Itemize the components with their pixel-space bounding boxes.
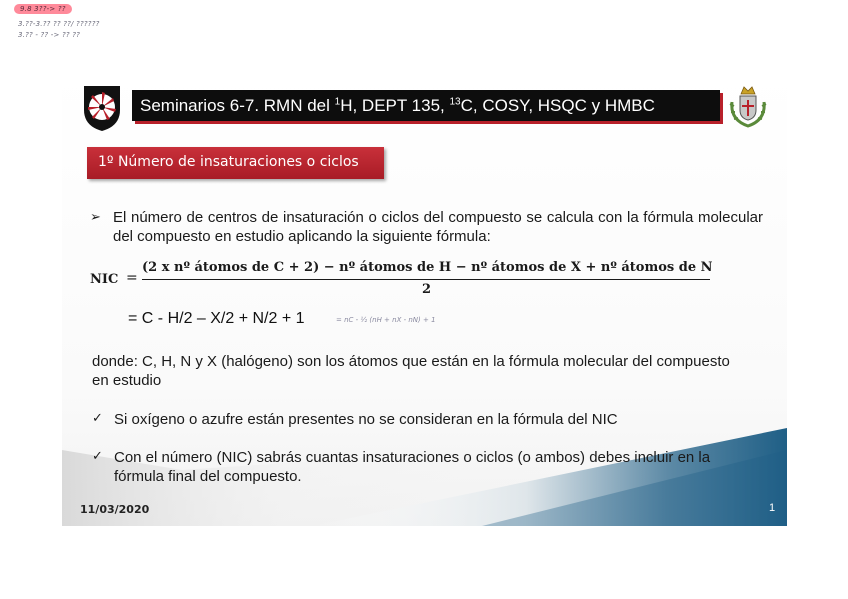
slide <box>62 70 787 526</box>
fraction-bar <box>142 279 710 280</box>
slide-date: 11/03/2020 <box>80 503 150 516</box>
explanation-paragraph: donde: C, H, N y X (halógeno) son los átomos que están en la fórmula molecular del compuesto en estudio <box>92 353 730 389</box>
short-formula: = C - H/2 – X/2 + N/2 + 1 <box>128 310 305 327</box>
slide-page-number: 1 <box>769 502 776 514</box>
nic-formula <box>90 260 770 300</box>
arrow-bullet-icon: ➢ <box>90 209 101 224</box>
handwritten-formula-note: = nC - ½ (nH + nX - nN) + 1 <box>336 316 436 324</box>
check-item-1: Si oxígeno o azufre están presentes no se consideran en la fórmula del NIC <box>114 411 618 428</box>
check-icon: ✓ <box>92 448 103 463</box>
check-icon: ✓ <box>92 410 103 425</box>
check-item-2: Con el número (NIC) sabrás cuantas insaturaciones o ciclos (o ambos) debes incluir en la fórmula final del compuesto. <box>114 449 711 485</box>
formula-numerator: (2 x nº átomos de C + 2) − nº átomos de H − nº átomos de X + nº átomos de N <box>142 260 713 275</box>
slide-title: Seminarios 6-7. RMN del $^1$H, DEPT 135, $^{13}$C, COSY, HSQC y HMBC <box>140 96 655 115</box>
intro-paragraph: El número de centros de insaturación o ciclos del compuesto se calcula con la fórmula molecular del compuesto en estudio aplicando la siguiente fórmula: <box>113 209 763 245</box>
formula-label: NIC <box>90 272 119 287</box>
formula-denominator: 2 <box>422 282 432 297</box>
handwritten-note-1: 9.8 3??-> ?? <box>14 5 72 13</box>
faculty-crest-icon <box>726 82 770 128</box>
university-shield-icon <box>80 80 124 132</box>
section-heading: 1º Número de insaturaciones o ciclos <box>98 154 359 170</box>
formula-equals: = <box>126 270 138 286</box>
handwritten-note-2: 3.??-3.?? ?? ??/ ?????? <box>18 20 100 28</box>
handwritten-note-3: 3.?? - ?? -> ?? ?? <box>18 31 81 39</box>
